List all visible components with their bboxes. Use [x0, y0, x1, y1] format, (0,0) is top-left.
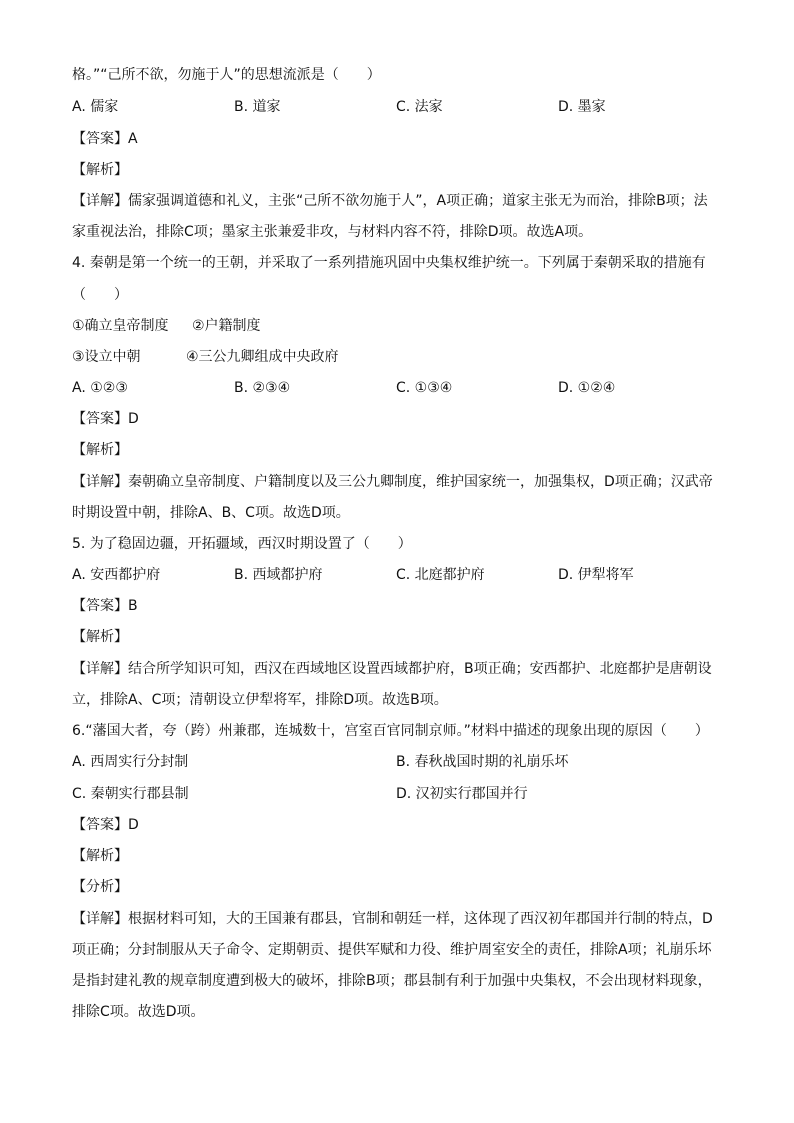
- q6-stem: 6.“藩国大者，夸（跨）州兼郡，连城数十，宫室百官同制京师。”材料中描述的现象出现的原因（ ）: [72, 723, 709, 739]
- q4-item-2: ②户籍制度: [192, 318, 261, 334]
- q3-option-a: A. 儒家: [72, 99, 119, 115]
- q6-detail-line-4: 排除C项。故选D项。: [72, 1004, 205, 1020]
- q4-item-4: ④三公九卿组成中央政府: [186, 349, 339, 365]
- q4-option-c: C. ①③④: [396, 380, 453, 396]
- q3-detail-line-1: 【详解】儒家强调道德和礼义，主张“己所不欲勿施于人”，A项正确；道家主张无为而治，排除B项；法: [72, 193, 708, 209]
- q6-option-a: A. 西周实行分封制: [72, 754, 189, 770]
- q4-analysis-label: 【解析】: [72, 442, 128, 458]
- q3-option-b: B. 道家: [234, 99, 281, 115]
- q4-item-1: ①确立皇帝制度: [72, 318, 169, 334]
- q3-option-c: C. 法家: [396, 99, 443, 115]
- q4-option-a: A. ①②③: [72, 380, 128, 396]
- q5-option-b: B. 西域都护府: [234, 567, 323, 583]
- q4-detail-line-2: 时期设置中朝，排除A、B、C项。故选D项。: [72, 505, 350, 521]
- q5-option-a: A. 安西都护府: [72, 567, 161, 583]
- q4-stem-line-1: 4. 秦朝是第一个统一的王朝，并采取了一系列措施巩固中央集权维护统一。下列属于秦朝采取的措施有: [72, 255, 706, 271]
- q3-stem: 格。”“己所不欲，勿施于人”的思想流派是（ ）: [72, 67, 381, 83]
- q5-answer: 【答案】B: [72, 598, 138, 614]
- q6-detail-line-1: 【详解】根据材料可知，大的王国兼有郡县，官制和朝廷一样，这体现了西汉初年郡国并行制的特点，D: [72, 911, 713, 927]
- q6-analysis-label: 【解析】: [72, 848, 128, 864]
- q6-option-d: D. 汉初实行郡国并行: [396, 786, 528, 802]
- q6-option-c: C. 秦朝实行郡县制: [72, 786, 189, 802]
- q4-option-d: D. ①②④: [558, 380, 616, 396]
- q5-detail-line-1: 【详解】结合所学知识可知，西汉在西域地区设置西域都护府，B项正确；安西都护、北庭都护是唐朝设: [72, 661, 712, 677]
- q3-analysis-label: 【解析】: [72, 162, 128, 178]
- q6-detail-line-2: 项正确；分封制服从天子命令、定期朝贡、提供军赋和力役、维护周室安全的责任，排除A项；礼崩乐坏: [72, 942, 712, 958]
- q4-stem-line-2: （ ）: [72, 287, 128, 303]
- q3-answer: 【答案】A: [72, 131, 138, 147]
- q6-answer: 【答案】D: [72, 817, 139, 833]
- q6-detail-line-3: 是指封建礼教的规章制度遭到极大的破坏，排除B项；郡县制有利于加强中央集权，不会出现材料现象，: [72, 973, 712, 989]
- q6-analysis2-label: 【分析】: [72, 879, 128, 895]
- q5-option-d: D. 伊犁将军: [558, 567, 634, 583]
- q5-analysis-label: 【解析】: [72, 629, 128, 645]
- q4-item-3: ③设立中朝: [72, 349, 141, 365]
- q5-stem: 5. 为了稳固边疆，开拓疆域，西汉时期设置了（ ）: [72, 536, 412, 552]
- q5-detail-line-2: 立，排除A、C项；清朝设立伊犁将军，排除D项。故选B项。: [72, 692, 448, 708]
- q4-detail-line-1: 【详解】秦朝确立皇帝制度、户籍制度以及三公九卿制度，维护国家统一，加强集权，D项正确；汉武帝: [72, 474, 713, 490]
- q5-option-c: C. 北庭都护府: [396, 567, 485, 583]
- q3-option-d: D. 墨家: [558, 99, 606, 115]
- q4-answer: 【答案】D: [72, 411, 139, 427]
- q6-option-b: B. 春秋战国时期的礼崩乐坏: [396, 754, 569, 770]
- q4-option-b: B. ②③④: [234, 380, 291, 396]
- q3-detail-line-2: 家重视法治，排除C项；墨家主张兼爱非攻，与材料内容不符，排除D项。故选A项。: [72, 224, 593, 240]
